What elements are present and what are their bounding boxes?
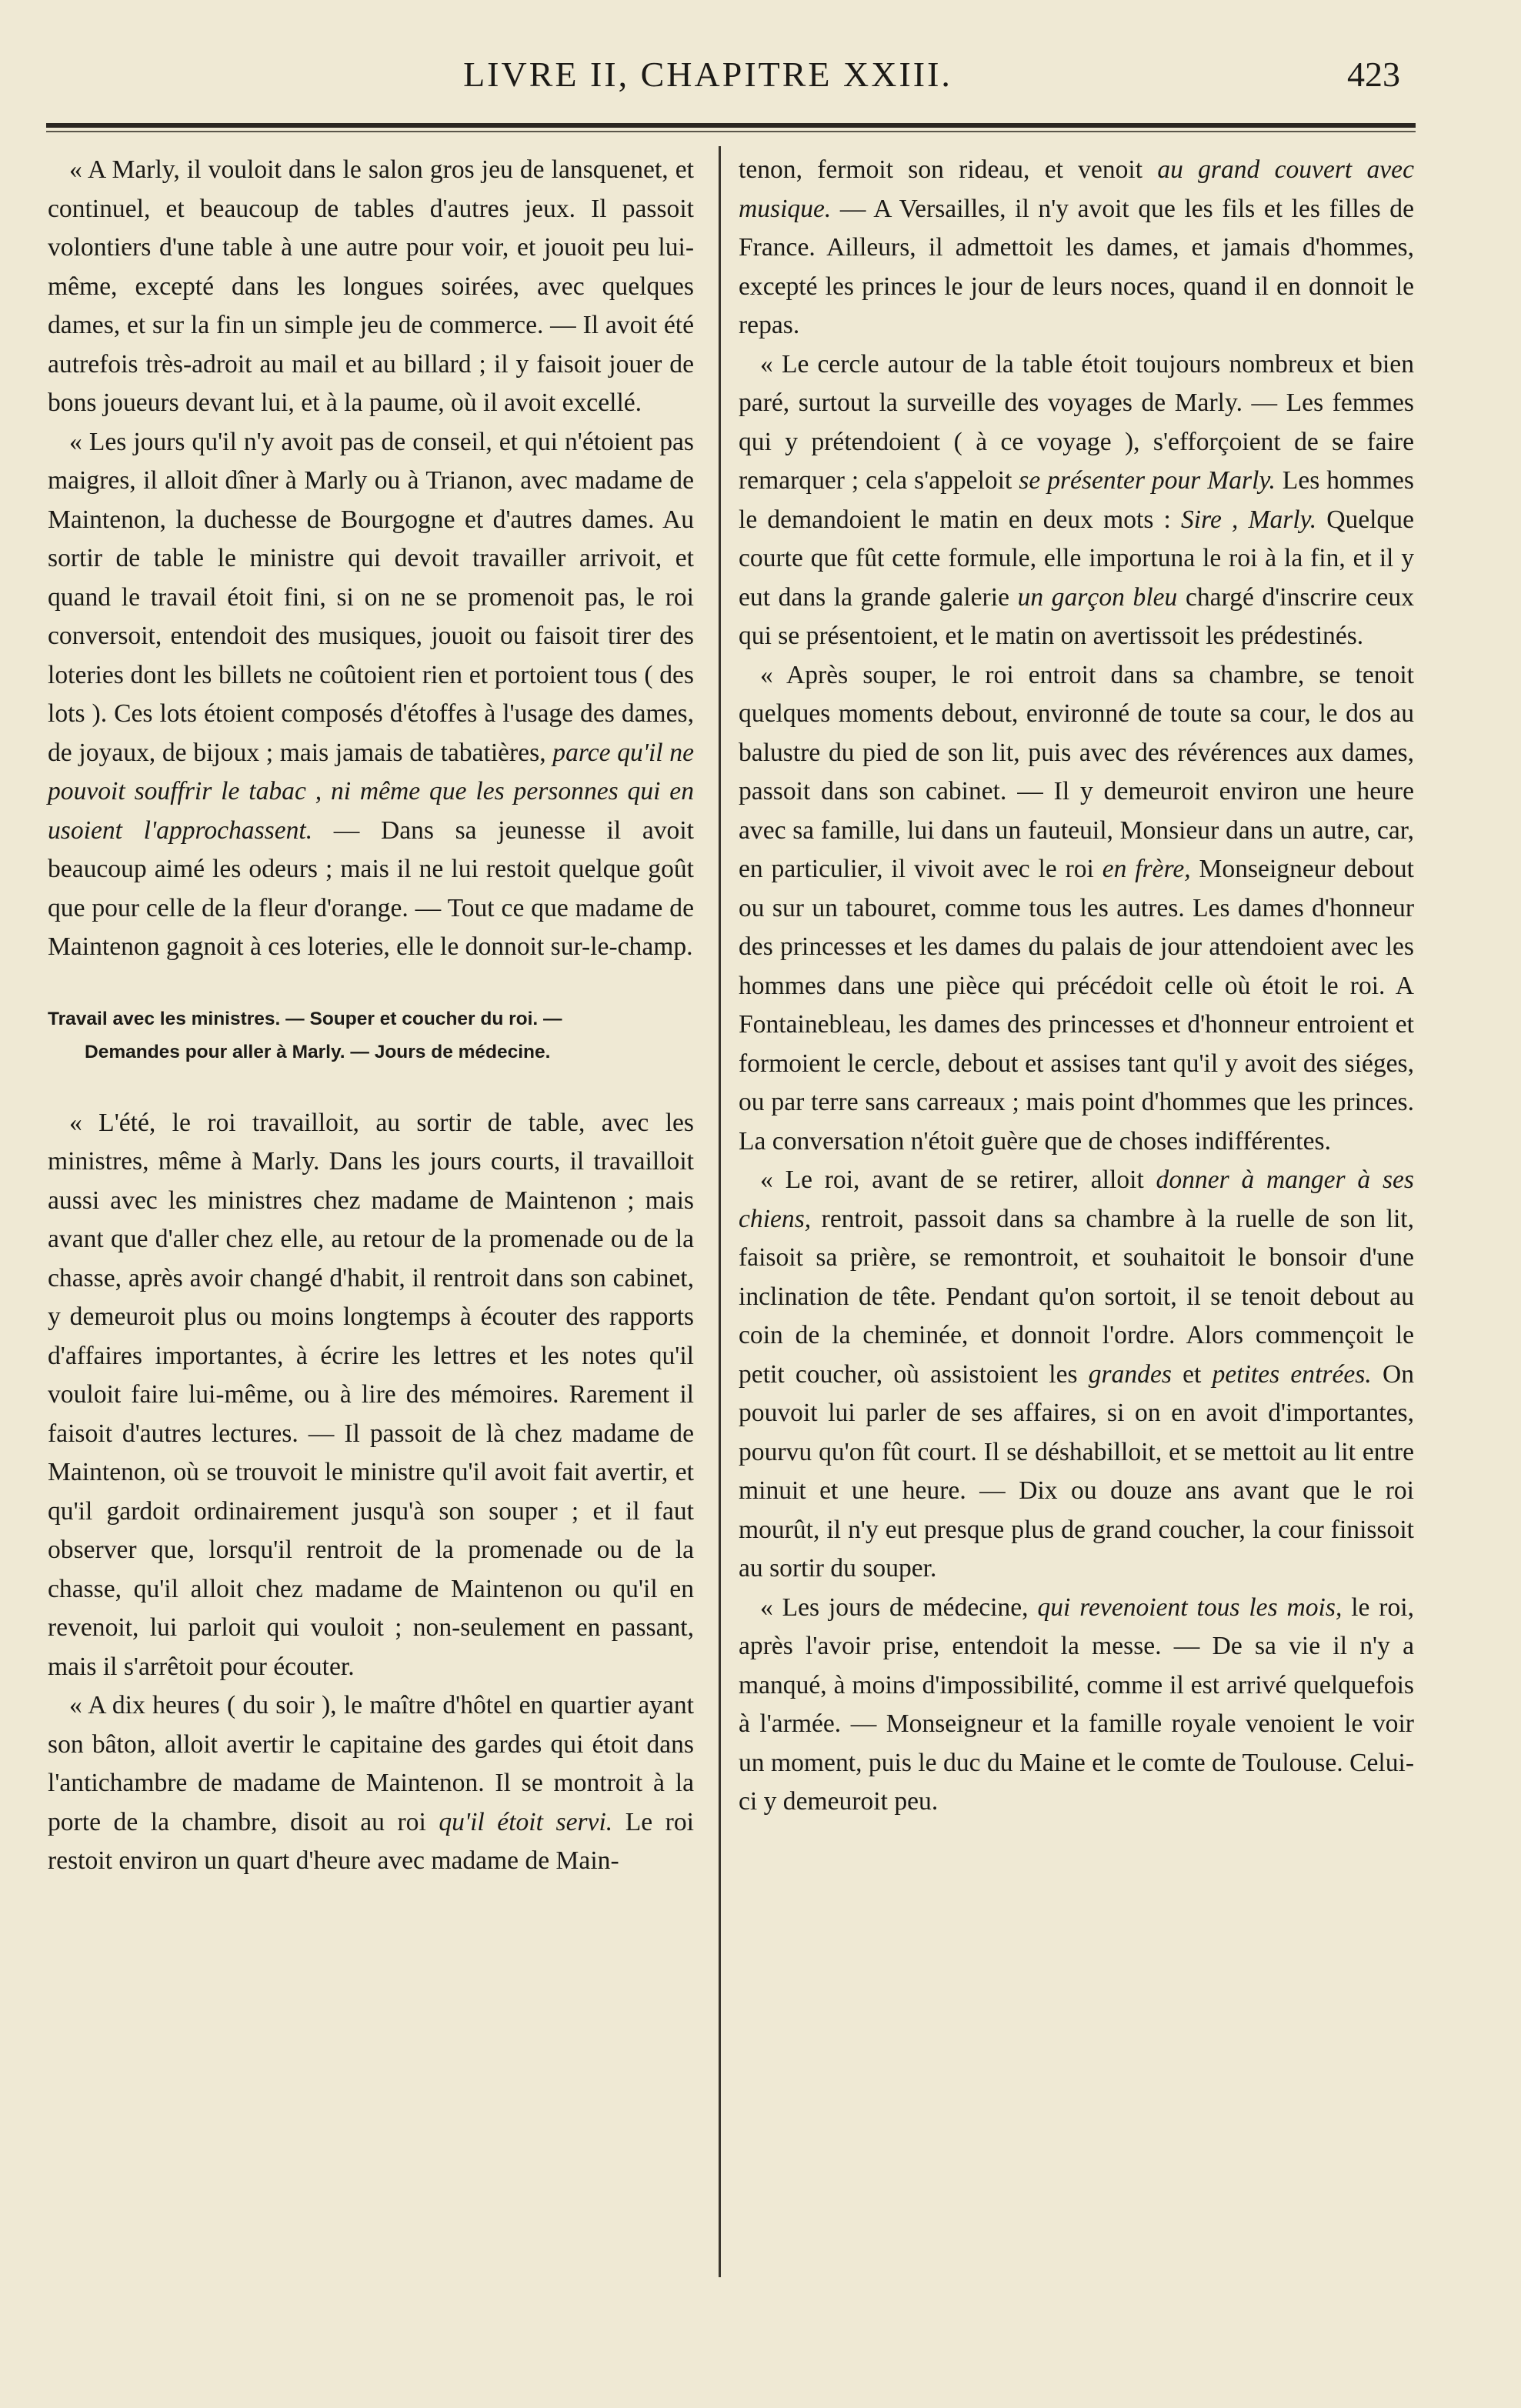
- running-title: LIVRE II, CHAPITRE XXIII.: [463, 55, 952, 94]
- italic-text: qui revenoient tous les mois,: [1037, 1593, 1343, 1622]
- text-run: « Après souper, le roi entroit dans sa chambre, se tenoit quelques moments debout, environné de toute sa cour, le dos au balustre du pied de son lit, puis avec des révérences aux dames, passoit dans son cabinet. — Il y demeuroit environ une heure avec sa famille, lui dans un fauteuil, Monsieur dans un autre, car, en particulier, il vivoit avec le roi: [739, 660, 1414, 883]
- summary-line: Travail avec les ministres. — Souper et coucher du roi. —: [48, 1008, 562, 1029]
- text-run: « Les jours qu'il n'y avoit pas de conseil, et qui n'étoient pas maigres, il alloit dîner à Marly ou à Trianon, avec madame de Maintenon, la duchesse de Bourgogne et d'autres dames. Au sortir de table le ministre qui devoit travailler arrivoit, et quand le travail étoit fini, si on ne se promenoit pas, le roi conversoit, entendoit des musiques, jouoit ou faisoit tirer des loteries dont les billets ne coûtoient rien et portoient tous ( des lots ). Ces lots étoient composés d'étoffes à l'usage des dames, de joyaux, de bijoux ; mais jamais de tabatières,: [48, 427, 694, 767]
- text-run: « Le cercle autour de la table étoit toujours nombreux et bien paré, surtout la surveille des voyages de Marly. — Les femmes qui y prétendoient ( à ce voyage ), s'efforçoient de se faire remarquer ; cela s'appeloit: [739, 349, 1414, 495]
- text-run: le roi, après l'avoir prise, entendoit la messe. — De sa vie il n'y a manqué, à moins d'impossibilité, comme il est arrivé quelquefois à l'armée. — Monseigneur et la famille royale venoient le voir un moment, puis le duc du Maine et le comte de Toulouse. Celui-ci y demeuroit peu.: [739, 1593, 1414, 1816]
- text-run: chargé d'inscrire ceux qui se présentoient, et le matin on avertissoit les prédestinés.: [739, 582, 1414, 650]
- page-number: 423: [1347, 55, 1400, 94]
- paragraph: « A Marly, il vouloit dans le salon gros jeu de lansquenet, et continuel, et beaucoup de tables d'autres jeux. Il passoit volontiers d'une table à une autre pour voir, et jouoit peu lui-même, excepté dans les longues soirées, avec quelques dames, et sur la fin un simple jeu de commerce. — Il avoit été autrefois très-adroit au mail et au billard ; il y faisoit jouer de bons joueurs devant lui, et à la paume, où il avoit excellé.: [48, 155, 694, 417]
- paragraph: « L'été, le roi travailloit, au sortir de table, avec les ministres, même à Marly. Dans les jours courts, il travailloit aussi avec les ministres chez madame de Maintenon ; mais avant que d'aller chez elle, au retour de la promenade ou de la chasse, après avoir changé d'habit, il rentroit dans son cabinet, y demeuroit plus ou moins longtemps à écouter des rapports d'affaires importantes, à écrire les lettres et les notes qu'il vouloit faire lui-même, ou à lire des mémoires. Rarement il faisoit d'autres lectures. — Il passoit de là chez madame de Maintenon, où se trouvoit le ministre qu'il avoit fait avertir, et qu'il gardoit ordinairement jusqu'à son souper ; et il faut observer que, lorsqu'il rentroit de la promenade ou de la chasse, qu'il alloit chez madame de Maintenon ou qu'il en revenoit, lui parloit qui vouloit ; non-seulement en passant, mais il s'arrêtoit pour écouter.: [48, 1108, 694, 1681]
- italic-text: parce qu'il ne pouvoit souffrir le tabac , ni même que les personnes qui en usoient l'approchassent.: [48, 738, 694, 845]
- text-run: rentroit, passoit dans sa chambre à la ruelle de son lit, faisoit sa prière, se remontroit, et souhaitoit le bonsoir d'une inclination de tête. Pendant qu'on sortoit, il se tenoit debout au coin de la cheminée, et donnoit l'ordre. Alors commençoit le petit coucher, où assistoient les: [739, 1204, 1414, 1389]
- text-run: — A Versailles, il n'y avoit que les fils et les filles de France. Ailleurs, il admettoit les dames, et jamais d'hommes, excepté les princes le jour de leurs noces, quand il en donnoit le repas.: [739, 194, 1414, 339]
- italic-text: un garçon bleu: [1017, 582, 1178, 612]
- header-rule-thin: [46, 131, 1416, 132]
- left-column: [48, 151, 694, 1881]
- text-run: tenon, fermoit son rideau, et venoit: [739, 155, 1158, 184]
- text-run: — Dans sa jeunesse il avoit beaucoup aimé les odeurs ; mais il ne lui restoit quelque goût que pour celle de la fleur d'orange. — Tout ce que madame de Maintenon gagnoit à ces loteries, elle le donnoit sur-le-champ.: [48, 815, 694, 961]
- text-run: Les hommes le demandoient le matin en deux mots :: [739, 466, 1414, 534]
- paragraph: [48, 1686, 694, 1881]
- text-run: « A dix heures ( du soir ), le maître d'hôtel en quartier ayant son bâton, alloit avertir le capitaine des gardes qui étoit dans l'antichambre de madame de Maintenon. Il se montroit à la porte de la chambre, disoit au roi: [48, 1691, 694, 1836]
- italic-text: donner à manger à ses chiens,: [739, 1166, 1414, 1233]
- italic-text: petites entrées.: [1212, 1359, 1372, 1389]
- italic-text: se présenter pour Marly.: [1019, 466, 1276, 495]
- text-run: Monseigneur debout ou sur un tabouret, comme tous les autres. Les dames d'honneur des princesses et les dames du palais de jour attendoient avec les hommes dans une pièce qui précédoit celle où étoit le roi. A Fontainebleau, les dames des princesses et d'honneur entroient et formoient le cercle, debout et assises tant qu'il y avoit des siéges, ou par terre sans carreaux ; mais point d'hommes que les princes. La conversation n'étoit guère que de choses indifférentes.: [739, 855, 1414, 1156]
- text-run: On pouvoit lui parler de ses affaires, si on en avoit d'importantes, pourvu qu'on fût court. Il se déshabilloit, et se mettoit au lit entre minuit et une heure. — Dix ou douze ans avant que le roi mourût, il n'y eut presque plus de grand coucher, la cour finissoit au sortir du souper.: [739, 1359, 1414, 1583]
- text-run: « Le roi, avant de se retirer, alloit: [760, 1166, 1156, 1194]
- italic-text: Sire , Marly.: [1181, 505, 1317, 534]
- paragraph: [739, 656, 1414, 1162]
- page-header: [0, 54, 1521, 100]
- section-summary: [48, 1002, 694, 1069]
- column-divider: [719, 146, 721, 2277]
- paragraph: [739, 151, 1414, 345]
- header-rule: [46, 123, 1416, 128]
- paragraph: [739, 345, 1414, 656]
- paragraph: [739, 1161, 1414, 1589]
- summary-line: Demandes pour aller à Marly. — Jours de médecine.: [85, 1041, 551, 1062]
- text-run: Le roi restoit environ un quart d'heure avec madame de Main-: [48, 1807, 694, 1875]
- text-run: « Les jours de médecine,: [760, 1593, 1038, 1622]
- italic-text: en frère,: [1102, 855, 1191, 883]
- italic-text: grandes: [1088, 1359, 1172, 1389]
- paragraph: [739, 1589, 1414, 1822]
- paragraph: [48, 423, 694, 967]
- text-run: et: [1171, 1359, 1212, 1389]
- italic-text: au grand couvert avec musique.: [739, 155, 1414, 223]
- text-run: Quelque courte que fût cette formule, elle importuna le roi à la fin, et il y eut dans la grande galerie: [739, 505, 1414, 612]
- italic-text: qu'il étoit servi.: [439, 1807, 613, 1836]
- right-column: [739, 151, 1414, 1822]
